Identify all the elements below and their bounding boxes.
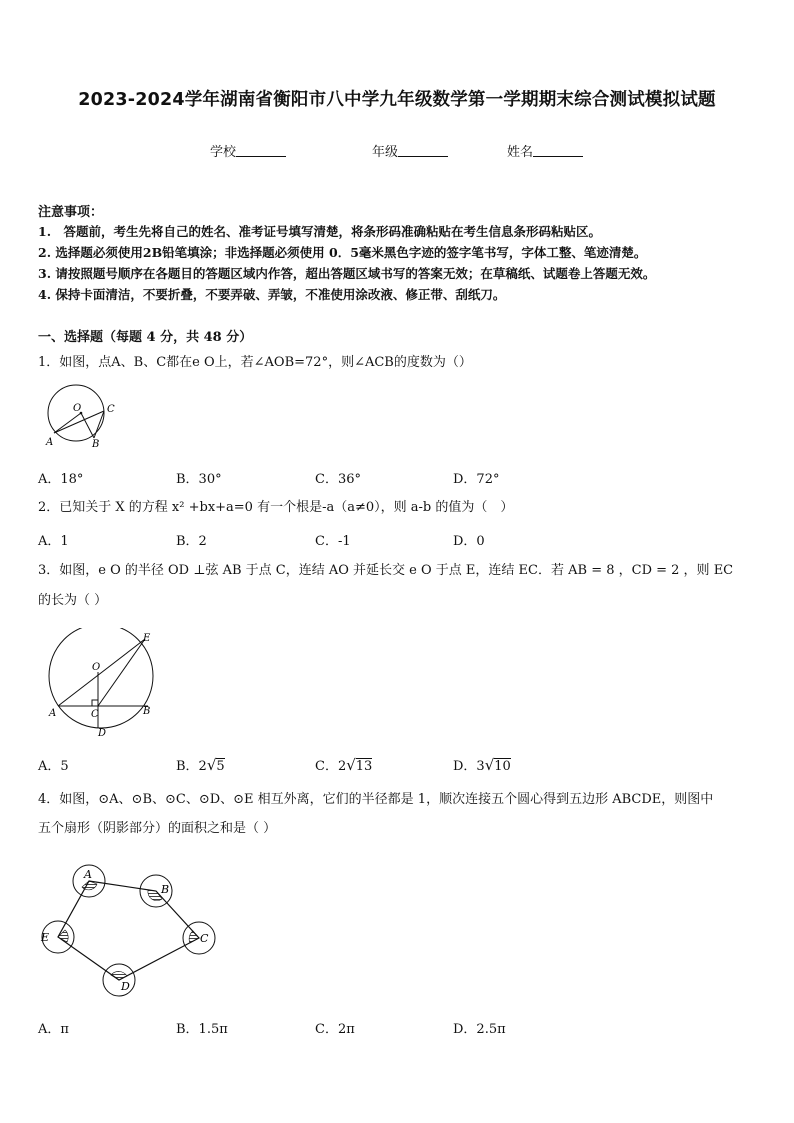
q4-option-d: D．2.5π bbox=[453, 1022, 506, 1037]
school-label: 学校 bbox=[210, 145, 237, 160]
question-1-stem: 1．如图，点A、B、C都在e O上，若∠AOB=72°，则∠ACB的度数为（） bbox=[38, 355, 472, 370]
label-c: C bbox=[200, 932, 209, 945]
grade-label: 年级 bbox=[372, 145, 399, 160]
label-o: O bbox=[92, 662, 101, 673]
q3-option-d: D．3√10 bbox=[453, 756, 511, 774]
label-e: E bbox=[143, 633, 151, 644]
grade-blank bbox=[398, 144, 448, 157]
note-item: 4. 保持卡面清洁，不要折叠，不要弄破、弄皱，不准使用涂改液、修正带、刮纸刀。 bbox=[38, 287, 506, 302]
note-item: 3. 请按照题号顺序在各题目的答题区域内作答，超出答题区域书写的答案无效；在草稿纸、试题卷上答题无效。 bbox=[38, 266, 656, 281]
section-title: 一、选择题（每题 4 分，共 48 分） bbox=[38, 330, 253, 345]
q3-option-c: C．2√13 bbox=[315, 756, 373, 774]
note-item: 2. 选择题必须使用2B铅笔填涂；非选择题必须使用 0．5毫米黑色字迹的签字笔书写，字体工整、笔迹清楚。 bbox=[38, 245, 647, 260]
notes-heading: 注意事项： bbox=[38, 205, 104, 220]
q2-option-c: C．-1 bbox=[315, 534, 351, 549]
circle-o bbox=[49, 628, 153, 728]
label-d: D bbox=[121, 980, 130, 993]
school-field bbox=[210, 141, 286, 160]
label-c: C bbox=[91, 709, 99, 720]
label-a: A bbox=[46, 437, 54, 448]
label-e: E bbox=[41, 931, 50, 944]
q2-option-d: D．0 bbox=[453, 534, 485, 549]
page-title: 2023-2024学年湖南省衡阳市八中学九年级数学第一学期期末综合测试模拟试题 bbox=[78, 90, 716, 110]
question-3-figure bbox=[40, 628, 164, 740]
q3-option-b-prefix: B．2 bbox=[176, 759, 207, 774]
q1-option-d: D．72° bbox=[453, 472, 500, 487]
question-4-stem-line2: 五个扇形（阴影部分）的面积之和是（ ） bbox=[38, 821, 277, 836]
name-label: 姓名 bbox=[507, 145, 534, 160]
label-a: A bbox=[49, 708, 57, 719]
q3-option-c-prefix: C．2 bbox=[315, 759, 347, 774]
q4-option-b: B．1.5π bbox=[176, 1022, 228, 1037]
note-item: 1. 答题前，考生先将自己的姓名、准考证号填写清楚，将条形码准确粘贴在考生信息条形码粘贴区。 bbox=[38, 224, 602, 239]
school-blank bbox=[236, 144, 286, 157]
q3-option-d-prefix: D．3 bbox=[453, 759, 485, 774]
q2-option-b: B．2 bbox=[176, 534, 207, 549]
label-a: A bbox=[84, 868, 92, 881]
q1-option-a: A．18° bbox=[38, 472, 84, 487]
label-c: C bbox=[107, 404, 115, 415]
question-3-stem-line2: 的长为（ ） bbox=[38, 593, 108, 608]
q3-option-b-radicand: 5 bbox=[216, 759, 225, 774]
label-o: O bbox=[73, 403, 82, 414]
question-1-figure bbox=[38, 384, 120, 448]
q3-option-c-radicand: 13 bbox=[355, 759, 373, 774]
sector-d bbox=[111, 971, 127, 980]
question-2-stem: 2．已知关于 X 的方程 x² +bx+a=0 有一个根是-a（a≠0），则 a-b 的值为（ ） bbox=[38, 500, 514, 515]
label-b: B bbox=[143, 706, 151, 717]
label-b: B bbox=[92, 439, 100, 448]
q1-option-b: B．30° bbox=[176, 472, 222, 487]
question-4-stem-line1: 4．如图，⊙A、⊙B、⊙C、⊙D、⊙E 相互外离，它们的半径都是 1，顺次连接五个圆心得到五边形 ABCDE，则图中 bbox=[38, 792, 714, 807]
label-d: D bbox=[98, 728, 107, 739]
grade-field bbox=[372, 141, 448, 160]
name-field bbox=[507, 141, 583, 160]
q3-option-d-radicand: 10 bbox=[494, 759, 511, 774]
question-3-stem-line1: 3．如图，e O 的半径 OD ⊥弦 AB 于点 C，连结 AO 并延长交 e O 于点 E，连结 EC．若 AB = 8 ，CD = 2 ，则 EC bbox=[38, 563, 734, 578]
q2-option-a: A．1 bbox=[38, 534, 69, 549]
q3-option-a: A．5 bbox=[38, 759, 69, 774]
q4-option-c: C．2π bbox=[315, 1022, 355, 1037]
name-blank bbox=[533, 144, 583, 157]
label-b: B bbox=[161, 883, 170, 896]
q4-option-a: A．π bbox=[38, 1022, 69, 1037]
question-4-figure bbox=[36, 862, 220, 1002]
pentagon-abcde bbox=[58, 881, 199, 980]
q1-option-c: C．36° bbox=[315, 472, 361, 487]
q3-option-b: B．2√5 bbox=[176, 756, 225, 774]
